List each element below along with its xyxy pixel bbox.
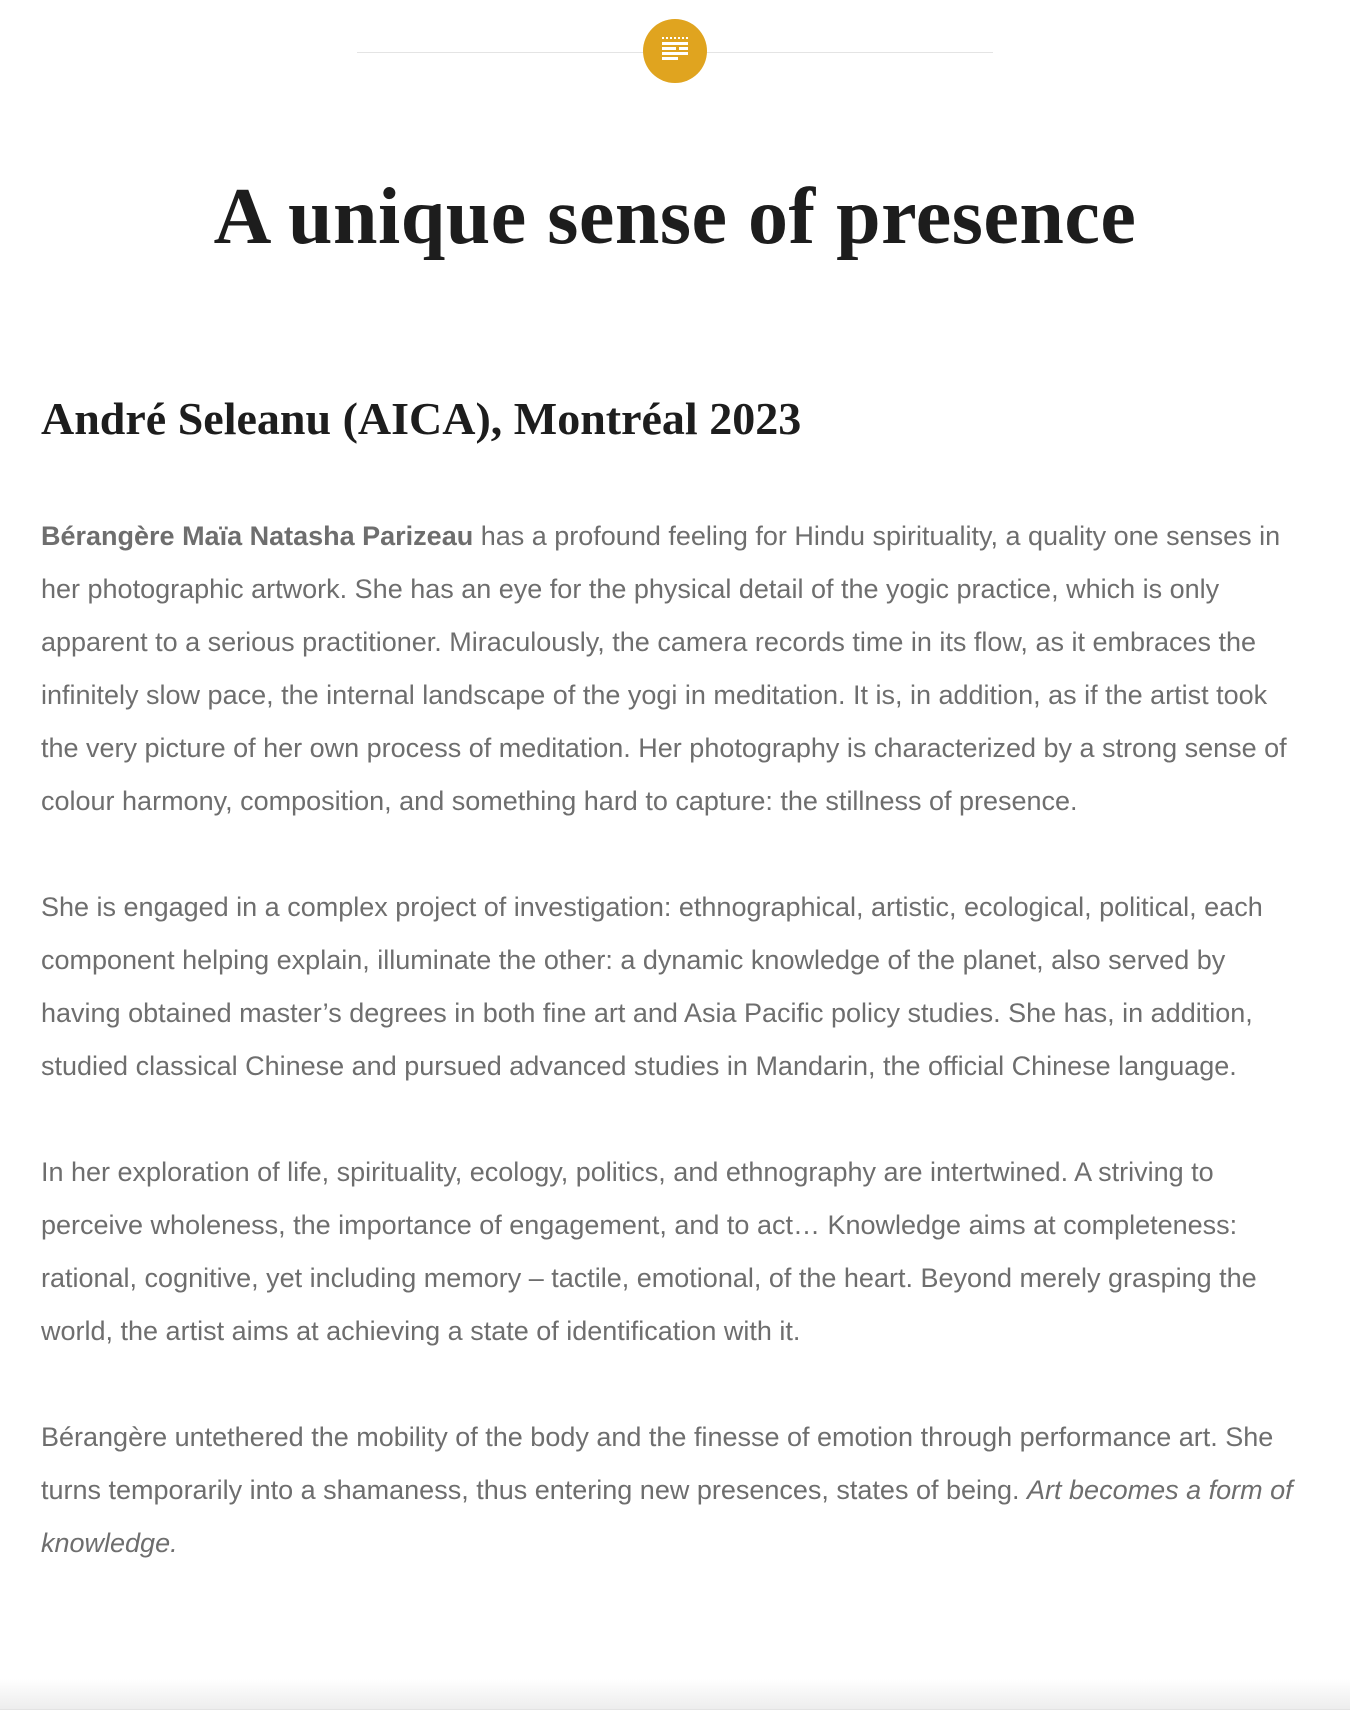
paragraph (41, 1411, 1309, 1570)
paragraph (41, 510, 1309, 828)
viewport-bottom-fade (0, 1679, 1350, 1710)
post-format-header (0, 0, 1350, 103)
paragraph-text: has a profound feeling for Hindu spirituality, a quality one senses in her photographic artwork. She has an eye for the physical detail of the yogic practice, which is only apparent to a serious practitioner. Miraculously, the camera records time in its flow, as it embraces the infinitely slow pace, the internal landscape of the yogi in meditation. It is, in addition, as if the artist took the very picture of her own process of meditation. Her photography is characterized by a strong sense of colour harmony, composition, and something hard to capture: the stillness of presence. (41, 521, 1287, 817)
italic-closing-phrase: Art becomes a form of knowledge. (41, 1475, 1293, 1559)
article-excerpt-icon (662, 37, 688, 66)
paragraph-text: Bérangère untethered the mobility of the body and the finesse of emotion through performance art. She turns temporarily into a shamaness, thus entering new presences, states of being. (41, 1422, 1274, 1506)
artist-name-bold: Bérangère Maïa Natasha Parizeau (41, 521, 474, 552)
paragraph-text: She is engaged in a complex project of investigation: ethnographical, artistic, ecological, political, each component helping explain, illuminate the other: a dynamic knowledge of the planet, also served by having obtained master’s degrees in both fine art and Asia Pacific policy studies. She has, in addition, studied classical Chinese and pursued advanced studies in Mandarin, the official Chinese language. (41, 892, 1263, 1082)
page-title: A unique sense of presence (213, 173, 1137, 261)
post-format-badge (643, 19, 707, 83)
paragraph-text: In her exploration of life, spirituality, ecology, politics, and ethnography are intertwined. A striving to perceive wholeness, the importance of engagement, and to act… Knowledge aims at completeness: rational, cognitive, yet including memory – tactile, emotional, of the heart. Beyond merely grasping the world, the artist aims at achieving a state of identification with it. (41, 1157, 1257, 1347)
article (41, 169, 1309, 1570)
paragraph (41, 1146, 1309, 1358)
article-body (41, 510, 1309, 1570)
author-heading: André Seleanu (AICA), Montréal 2023 (41, 393, 802, 444)
paragraph (41, 881, 1309, 1093)
